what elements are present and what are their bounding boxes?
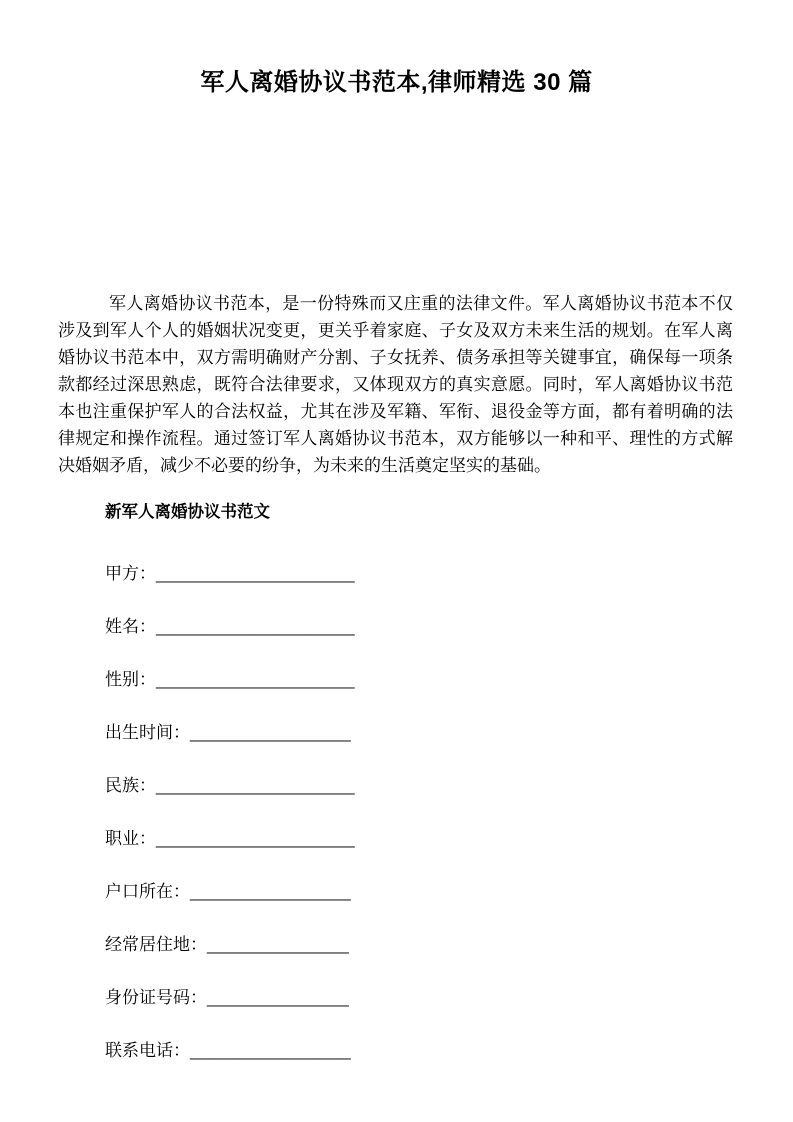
field-underline: _____________________ bbox=[156, 670, 355, 689]
form-field-row-phone bbox=[105, 1037, 793, 1064]
form-field-row-gender bbox=[105, 666, 793, 693]
document-title: 军人离婚协议书范本,律师精选 30 篇 bbox=[200, 69, 593, 96]
field-label: 民族： bbox=[105, 776, 156, 795]
field-label: 甲方： bbox=[105, 564, 156, 583]
field-underline: _______________ bbox=[207, 988, 349, 1007]
form-field-row-name bbox=[105, 613, 793, 640]
field-label: 户口所在： bbox=[105, 882, 190, 901]
form-field-row-household-registration bbox=[105, 878, 793, 905]
field-underline: _____________________ bbox=[156, 776, 355, 795]
form-fields bbox=[105, 560, 793, 1064]
field-label: 经常居住地： bbox=[105, 935, 207, 954]
field-underline: _________________ bbox=[190, 723, 351, 742]
field-underline: _____________________ bbox=[156, 617, 355, 636]
field-underline: _________________ bbox=[190, 1041, 351, 1060]
form-field-row-party-a bbox=[105, 560, 793, 587]
field-underline: _____________________ bbox=[156, 564, 355, 583]
form-field-row-residence bbox=[105, 931, 793, 958]
form-field-row-occupation bbox=[105, 825, 793, 852]
form-field-row-ethnicity bbox=[105, 772, 793, 799]
field-label: 职业： bbox=[105, 829, 156, 848]
form-field-row-id-number bbox=[105, 984, 793, 1011]
field-underline: _____________________ bbox=[156, 829, 355, 848]
field-underline: _______________ bbox=[207, 935, 349, 954]
section-heading: 新军人离婚协议书范文 bbox=[105, 503, 270, 521]
field-label: 性别： bbox=[105, 670, 156, 689]
field-label: 姓名： bbox=[105, 617, 156, 636]
field-underline: _________________ bbox=[190, 882, 351, 901]
form-field-row-birth-date bbox=[105, 719, 793, 746]
field-label: 出生时间： bbox=[105, 723, 190, 742]
intro-paragraph: 军人离婚协议书范本，是一份特殊而又庄重的法律文件。军人离婚协议书范本不仅涉及到军人个人的婚姻状况变更，更关乎着家庭、子女及双方未来生活的规划。在军人离婚协议书范本中，双方需明确财产分割、子女抚养、债务承担等关键事宜，确保每一项条款都经过深思熟虑，既符合法律要求，又体现双方的真实意愿。同时，军人离婚协议书范本也注重保护军人的合法权益，尤其在涉及军籍、军衔、退役金等方面，都有着明确的法律规定和操作流程。通过签订军人离婚协议书范本，双方能够以一种和平、理性的方式解决婚姻矛盾，减少不必要的纷争，为未来的生活奠定坚实的基础。 bbox=[58, 294, 733, 475]
field-label: 身份证号码： bbox=[105, 988, 207, 1007]
field-label: 联系电话： bbox=[105, 1041, 190, 1060]
